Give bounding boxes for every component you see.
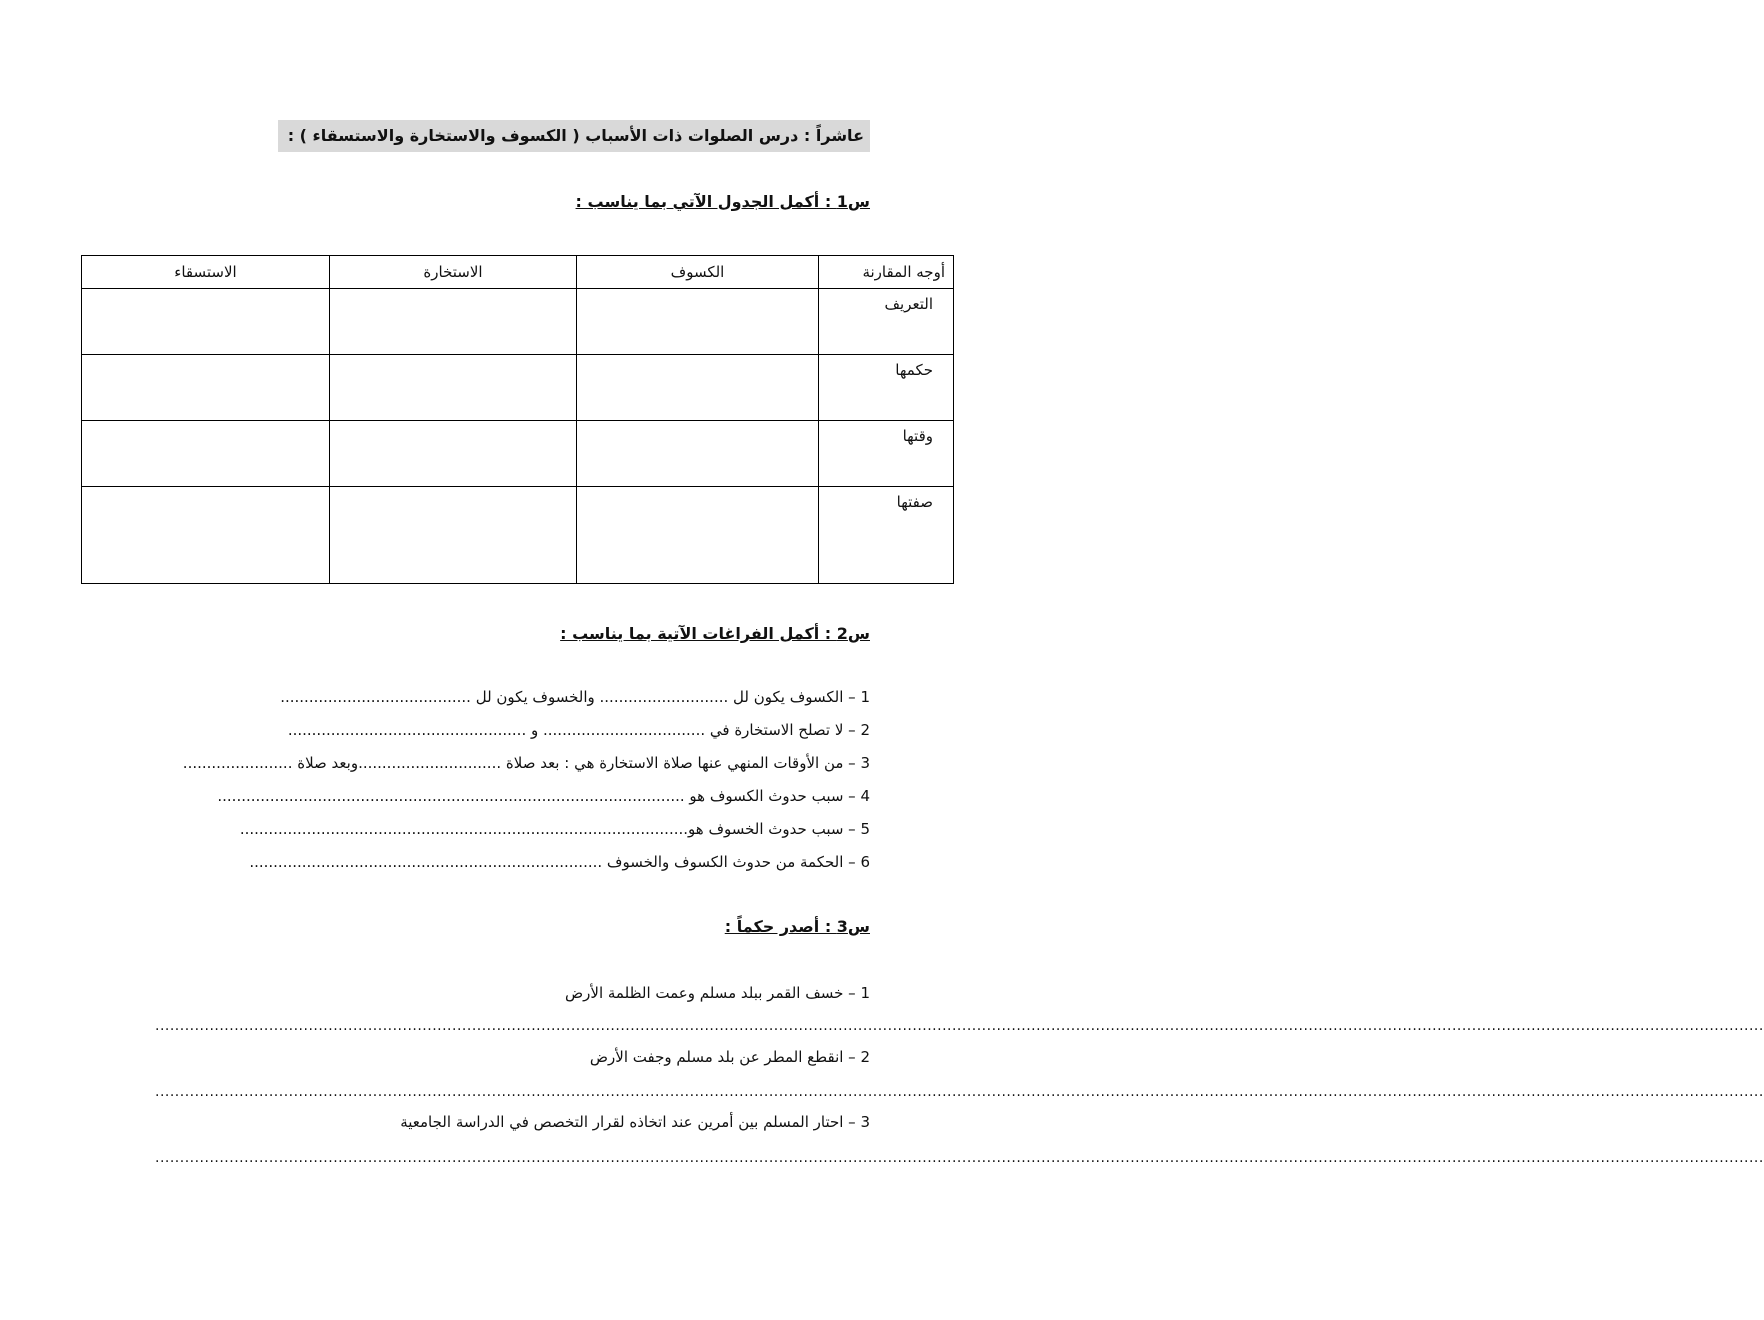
answer-cell[interactable] xyxy=(330,487,577,584)
answer-cell[interactable] xyxy=(82,487,330,584)
answer-cell[interactable] xyxy=(330,355,577,421)
judgement-item: 1 – خسف القمر ببلد مسلم وعمت الظلمة الأرض xyxy=(565,984,870,1002)
answer-cell[interactable] xyxy=(330,289,577,355)
fill-item: 1 – الكسوف يكون لل ........................... والخسوف يكون لل ........................................ xyxy=(280,688,870,706)
answer-cell[interactable] xyxy=(82,355,330,421)
answer-cell[interactable] xyxy=(577,421,819,487)
row-label: وقتها xyxy=(819,421,954,487)
row-label: صفتها xyxy=(819,487,954,584)
answer-line[interactable]: ..................................................................................................................................................................................................................................................................................................................................... xyxy=(155,1084,1764,1100)
answer-line[interactable]: ..................................................................................................................................................................................................................................................................................................................................... xyxy=(155,1018,1764,1034)
table-row xyxy=(82,289,954,355)
column-header: الكسوف xyxy=(577,256,819,289)
table-row xyxy=(82,355,954,421)
comparison-table xyxy=(81,255,954,584)
answer-cell[interactable] xyxy=(82,289,330,355)
page-title: عاشراً : درس الصلوات ذات الأسباب ( الكسوف والاستخارة والاستسقاء ) : xyxy=(278,120,870,152)
fill-item: 3 – من الأوقات المنهي عنها صلاة الاستخارة هي : بعد صلاة ..............................وبعد صلاة ....................... xyxy=(182,754,870,772)
judgement-item: 2 – انقطع المطر عن بلد مسلم وجفت الأرض xyxy=(589,1048,870,1066)
q1-heading: س1 : أكمل الجدول الآتي بما يناسب : xyxy=(575,192,870,211)
answer-cell[interactable] xyxy=(577,289,819,355)
table-row xyxy=(82,487,954,584)
answer-cell[interactable] xyxy=(82,421,330,487)
answer-cell[interactable] xyxy=(330,421,577,487)
fill-item: 4 – سبب حدوث الكسوف هو .................................................................................................. xyxy=(217,787,870,805)
fill-item: 5 – سبب حدوث الخسوف هو.............................................................................................. xyxy=(239,820,870,838)
judgement-item: 3 – احتار المسلم بين أمرين عند اتخاذه لقرار التخصص في الدراسة الجامعية xyxy=(400,1113,870,1131)
fill-item: 6 – الحكمة من حدوث الكسوف والخسوف .......................................................................... xyxy=(249,853,870,871)
answer-cell[interactable] xyxy=(577,487,819,584)
table-row xyxy=(82,421,954,487)
answer-line[interactable]: ..................................................................................................................................................................................................................................................................................................................................... xyxy=(155,1150,1764,1166)
column-header: الاستخارة xyxy=(330,256,577,289)
row-label: حكمها xyxy=(819,355,954,421)
row-label: التعريف xyxy=(819,289,954,355)
table-header-row xyxy=(82,256,954,289)
fill-item: 2 – لا تصلح الاستخارة في .................................. و .................................................. xyxy=(287,721,870,739)
q3-heading: س3 : أصدر حكماً : xyxy=(724,917,870,936)
answer-cell[interactable] xyxy=(577,355,819,421)
q2-heading: س2 : أكمل الفراغات الآتية بما يناسب : xyxy=(560,624,870,643)
column-header: الاستسقاء xyxy=(82,256,330,289)
column-header: أوجه المقارنة xyxy=(819,256,954,289)
